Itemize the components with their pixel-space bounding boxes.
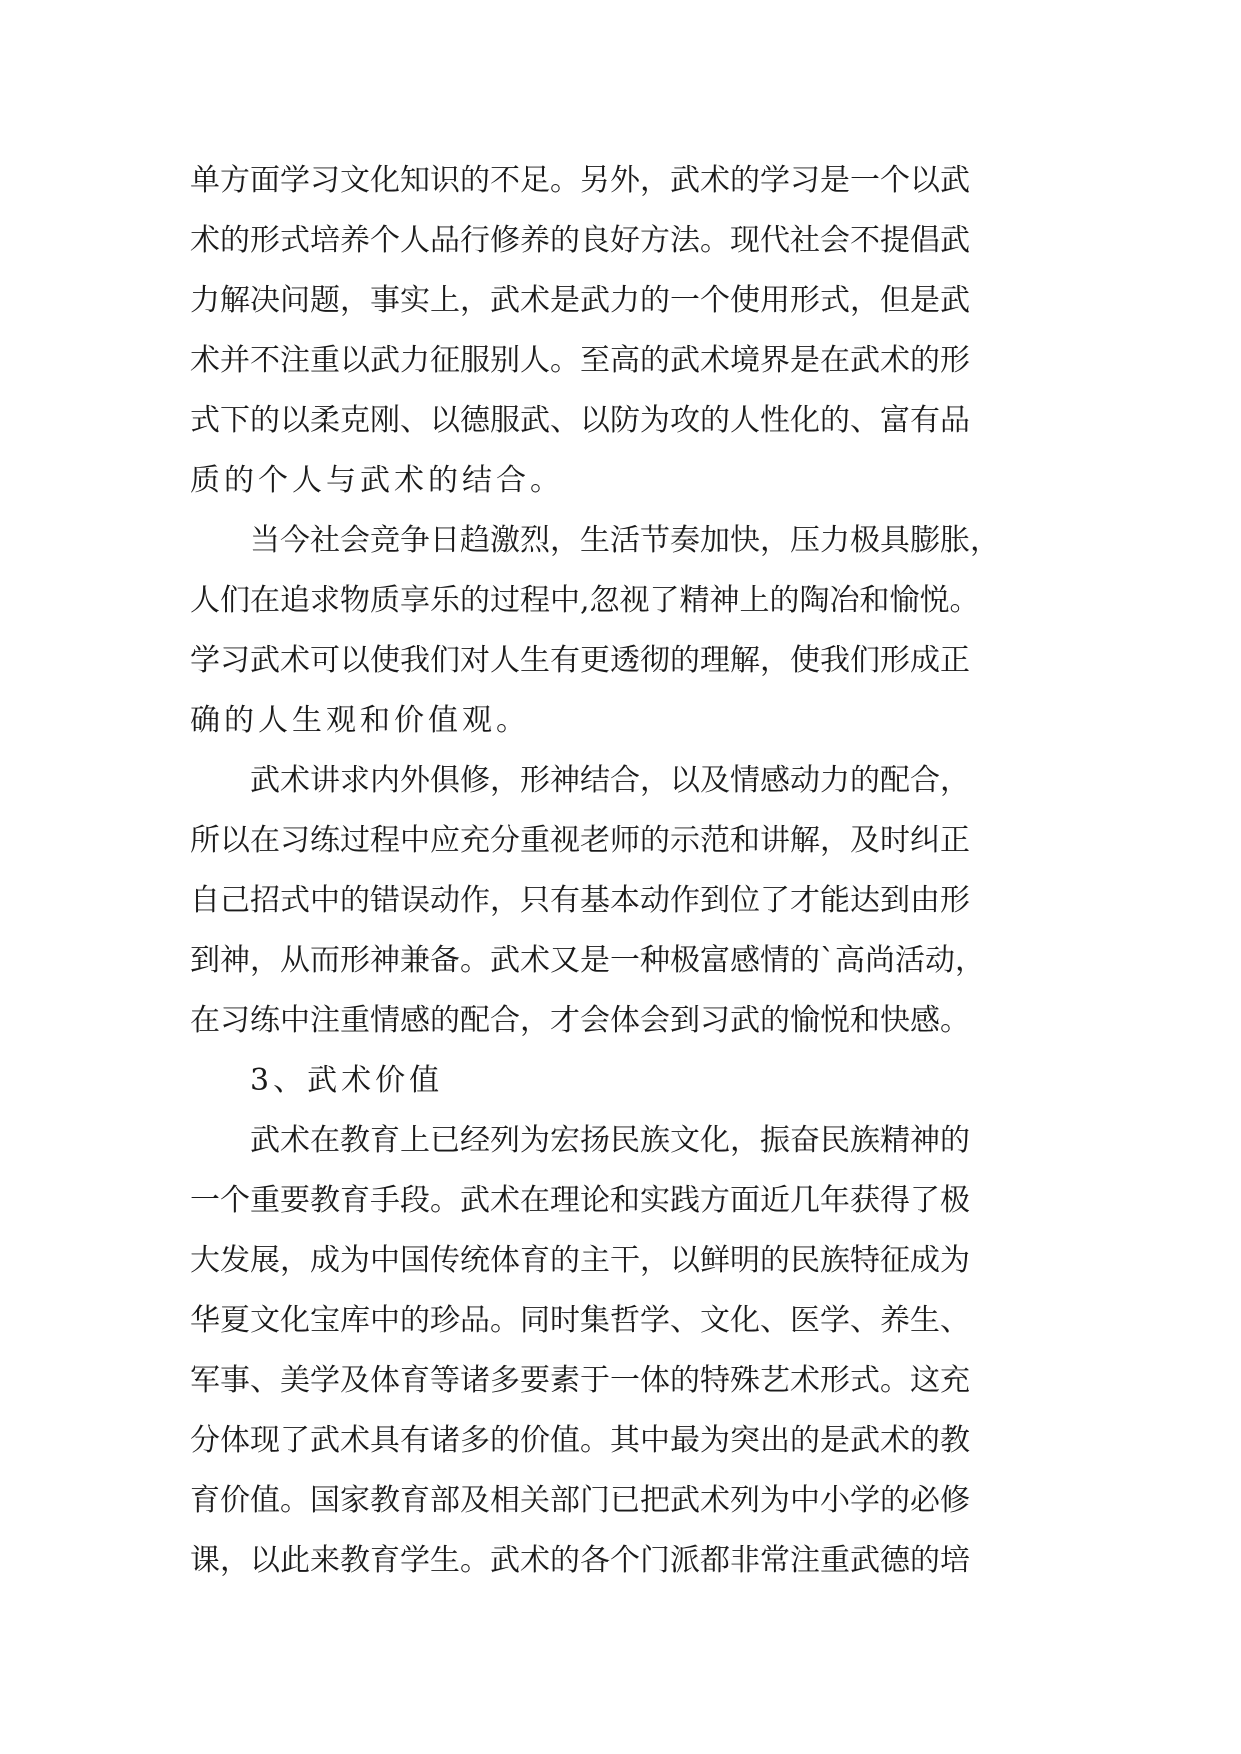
text-line: 学习武术可以使我们对人生有更透彻的理解，使我们形成正 xyxy=(190,643,970,678)
text-line: 军事、美学及体育等诸多要素于一体的特殊艺术形式。这充 xyxy=(190,1363,970,1398)
text-line: 在习练中注重情感的配合，才会体会到习武的愉悦和快感。 xyxy=(190,1003,970,1038)
text-line: 力解决问题，事实上，武术是武力的一个使用形式，但是武 xyxy=(190,283,970,318)
text-line: 自己招式中的错误动作，只有基本动作到位了才能达到由形 xyxy=(190,883,970,918)
text-line: 大发展，成为中国传统体育的主干，以鲜明的民族特征成为 xyxy=(190,1243,970,1278)
text-line: 武术讲求内外俱修，形神结合，以及情感动力的配合， xyxy=(250,763,970,798)
text-line: 确的人生观和价值观。 xyxy=(190,703,530,738)
text-line: 3、武术价值 xyxy=(250,1063,444,1098)
text-line: 一个重要教育手段。武术在理论和实践方面近几年获得了极 xyxy=(190,1183,970,1218)
text-line: 式下的以柔克刚、以德服武、以防为攻的人性化的、富有品 xyxy=(190,403,970,438)
text-line: 育价值。国家教育部及相关部门已把武术列为中小学的必修 xyxy=(190,1483,970,1518)
text-line: 人们在追求物质享乐的过程中,忽视了精神上的陶冶和愉悦。 xyxy=(190,583,980,618)
text-line: 单方面学习文化知识的不足。另外，武术的学习是一个以武 xyxy=(190,163,970,198)
text-line: 质的个人与武术的结合。 xyxy=(190,463,564,498)
text-line: 分体现了武术具有诸多的价值。其中最为突出的是武术的教 xyxy=(190,1423,970,1458)
text-line: 到神，从而形神兼备。武术又是一种极富感情的`高尚活动， xyxy=(190,943,985,978)
text-line: 当今社会竞争日趋激烈，生活节奏加快，压力极具膨胀， xyxy=(250,523,1000,558)
text-line: 课，以此来教育学生。武术的各个门派都非常注重武德的培 xyxy=(190,1543,970,1578)
text-line: 所以在习练过程中应充分重视老师的示范和讲解，及时纠正 xyxy=(190,823,970,858)
text-line: 华夏文化宝库中的珍品。同时集哲学、文化、医学、养生、 xyxy=(190,1303,970,1338)
text-line: 武术在教育上已经列为宏扬民族文化，振奋民族精神的 xyxy=(250,1123,970,1158)
text-line: 术的形式培养个人品行修养的良好方法。现代社会不提倡武 xyxy=(190,223,970,258)
text-line: 术并不注重以武力征服别人。至高的武术境界是在武术的形 xyxy=(190,343,970,378)
body-text xyxy=(190,151,1070,1591)
